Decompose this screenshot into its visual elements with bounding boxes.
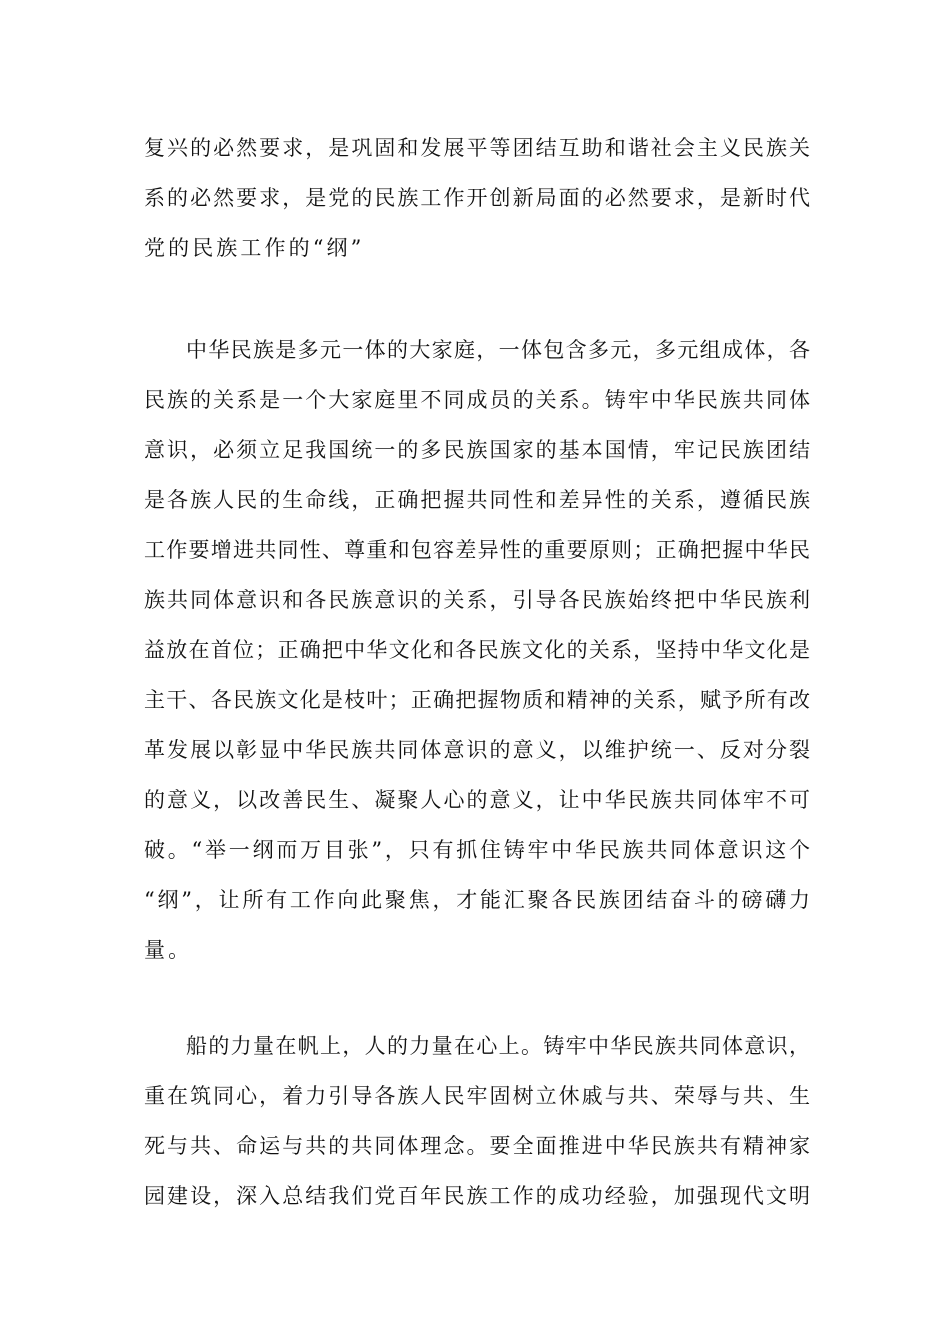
text-line: 量。 xyxy=(144,938,193,962)
text-line: 园建设，深入总结我们党百年民族工作的成功经验，加强现代文明 xyxy=(144,1184,810,1208)
text-line: 重在筑同心，着力引导各族人民牢固树立休戚与共、荣辱与共、生 xyxy=(144,1084,810,1108)
text-line: 死与共、命运与共的共同体理念。要全面推进中华民族共有精神家 xyxy=(144,1134,810,1158)
text-line: 船的力量在帆上，人的力量在心上。铸牢中华民族共同体意识， xyxy=(186,1034,810,1058)
text-line: 破。“举一纲而万目张”，只有抓住铸牢中华民族共同体意识这个 xyxy=(144,838,810,862)
text-line: 工作要增进共同性、尊重和包容差异性的重要原则；正确把握中华民 xyxy=(144,538,810,562)
text-line: 的意义，以改善民生、凝聚人心的意义，让中华民族共同体牢不可 xyxy=(144,788,810,812)
text-line: 意识，必须立足我国统一的多民族国家的基本国情，牢记民族团结 xyxy=(144,438,810,462)
text-line: 党的民族工作的“纲” xyxy=(144,236,365,260)
text-line: 民族的关系是一个大家庭里不同成员的关系。铸牢中华民族共同体 xyxy=(144,388,810,412)
text-line: 族共同体意识和各民族意识的关系，引导各民族始终把中华民族利 xyxy=(144,588,810,612)
text-line: 复兴的必然要求，是巩固和发展平等团结互助和谐社会主义民族关 xyxy=(144,136,810,160)
text-line: 系的必然要求，是党的民族工作开创新局面的必然要求，是新时代 xyxy=(144,186,810,210)
text-line: 是各族人民的生命线，正确把握共同性和差异性的关系，遵循民族 xyxy=(144,488,810,512)
paragraph-unity xyxy=(144,325,810,975)
text-line: 革发展以彰显中华民族共同体意识的意义，以维护统一、反对分裂 xyxy=(144,738,810,762)
text-line: 益放在首位；正确把中华文化和各民族文化的关系，坚持中华文化是 xyxy=(144,638,810,662)
paragraph-common-heart xyxy=(144,1021,810,1221)
paragraph-continuation xyxy=(144,123,810,273)
text-line: 主干、各民族文化是枝叶；正确把握物质和精神的关系，赋予所有改 xyxy=(144,688,810,712)
text-line: 中华民族是多元一体的大家庭，一体包含多元，多元组成体，各 xyxy=(186,338,810,362)
text-line: “纲”，让所有工作向此聚焦，才能汇聚各民族团结奋斗的磅礴力 xyxy=(144,888,810,912)
